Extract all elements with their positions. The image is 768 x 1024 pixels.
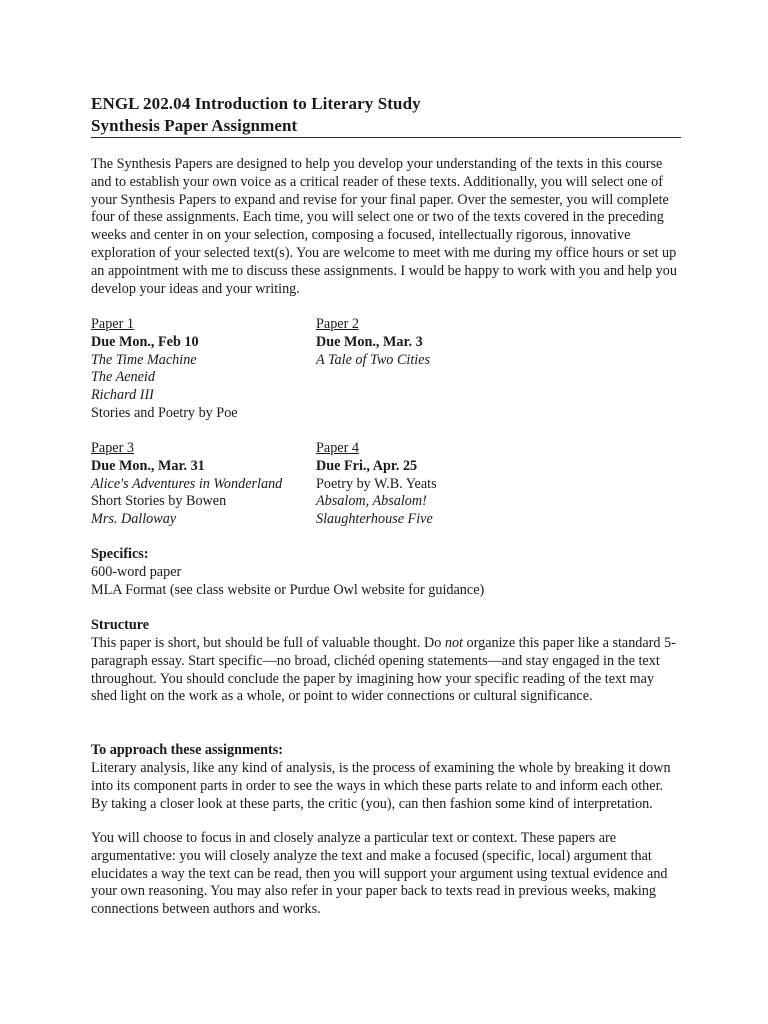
paper-text: The Aeneid	[91, 369, 155, 386]
structure-text-before: This paper is short, but should be full of valuable thought. Do	[91, 635, 445, 651]
paper-label: Paper 3	[91, 440, 134, 456]
paper-text: Mrs. Dalloway	[91, 511, 177, 528]
approach-heading: To approach these assignments:	[91, 742, 283, 758]
paper-text: Absalom, Absalom!	[316, 493, 427, 510]
paper-text: Poetry by W.B. Yeats	[316, 475, 437, 492]
paper-text: Richard III	[91, 387, 154, 404]
paper-1	[91, 316, 311, 423]
specifics-item: MLA Format (see class website or Purdue Owl website for guidance)	[91, 581, 485, 598]
approach-paragraph-2: You will choose to focus in and closely analyze a particular text or context. These papers are argumentative: you will closely analyze the text and make a focused (specific, local) argument that elucidates a way the text can be read, then you will support your argument using textual evidence and your own reasoning. You may also refer in your paper back to texts read in previous weeks, making connections between authors and works.	[91, 830, 668, 918]
paper-text: A Tale of Two Cities	[316, 351, 431, 368]
paper-4	[316, 440, 536, 529]
paper-due-date: Due Mon., Mar. 3	[316, 333, 423, 350]
paper-text: Short Stories by Bowen	[91, 493, 227, 510]
paper-due-date: Due Mon., Mar. 31	[91, 457, 205, 474]
approach-paragraph-1: Literary analysis, like any kind of analysis, is the process of examining the whole by breaking it down into its component parts in order to see the ways in which these parts relate to and inform each other. By taking a closer look at these parts, the critic (you), can then fashion some kind of interpretation.	[91, 760, 671, 812]
paper-3	[91, 440, 311, 529]
paper-label: Paper 4	[316, 440, 359, 456]
structure-paragraph	[91, 635, 681, 706]
specifics-item: 600-word paper	[91, 564, 182, 580]
structure-heading: Structure	[91, 617, 150, 633]
header-rule	[91, 137, 681, 138]
paper-text: The Time Machine	[91, 351, 197, 368]
intro-paragraph: The Synthesis Papers are designed to help you develop your understanding of the texts in this course and to establish your own voice as a critical reader of these texts. Additionally, you will select one of your Synthesis Papers to expand and revise for your final paper. Over the semester, you will complete four of these assignments. Each time, you will select one or two of the texts covered in the preceding weeks and center in on your selection, composing a focused, intellectually rigorous, innovative exploration of your selected text(s). You are welcome to meet with me during my office hours or set up an appointment with me to discuss these assignments. I would be happy to work with you and help you develop your ideas and your writing.	[91, 156, 677, 297]
paper-label: Paper 2	[316, 316, 359, 332]
specifics-list	[91, 564, 681, 600]
paper-text: Slaughterhouse Five	[316, 511, 433, 528]
structure-emphasis: not	[444, 635, 463, 651]
course-title: ENGL 202.04 Introduction to Literary Study	[91, 94, 421, 113]
assignment-title: Synthesis Paper Assignment	[91, 116, 298, 135]
paper-text: Alice's Adventures in Wonderland	[91, 475, 283, 492]
paper-due-date: Due Mon., Feb 10	[91, 333, 199, 350]
structure-text-after: organize this paper like a standard 5-paragraph essay. Start specific—no broad, clichéd opening statements—and stay engaged in the text throughout. You should conclude the paper by imagining how your specific reading of the text may shed light on the work as a whole, or point to wider connections or cultural significance.	[91, 635, 676, 705]
document-header	[91, 93, 681, 137]
specifics-heading: Specifics:	[91, 546, 149, 562]
paper-due-date: Due Fri., Apr. 25	[316, 457, 418, 474]
paper-label: Paper 1	[91, 316, 134, 332]
paper-2	[316, 316, 536, 369]
paper-text: Stories and Poetry by Poe	[91, 404, 238, 421]
